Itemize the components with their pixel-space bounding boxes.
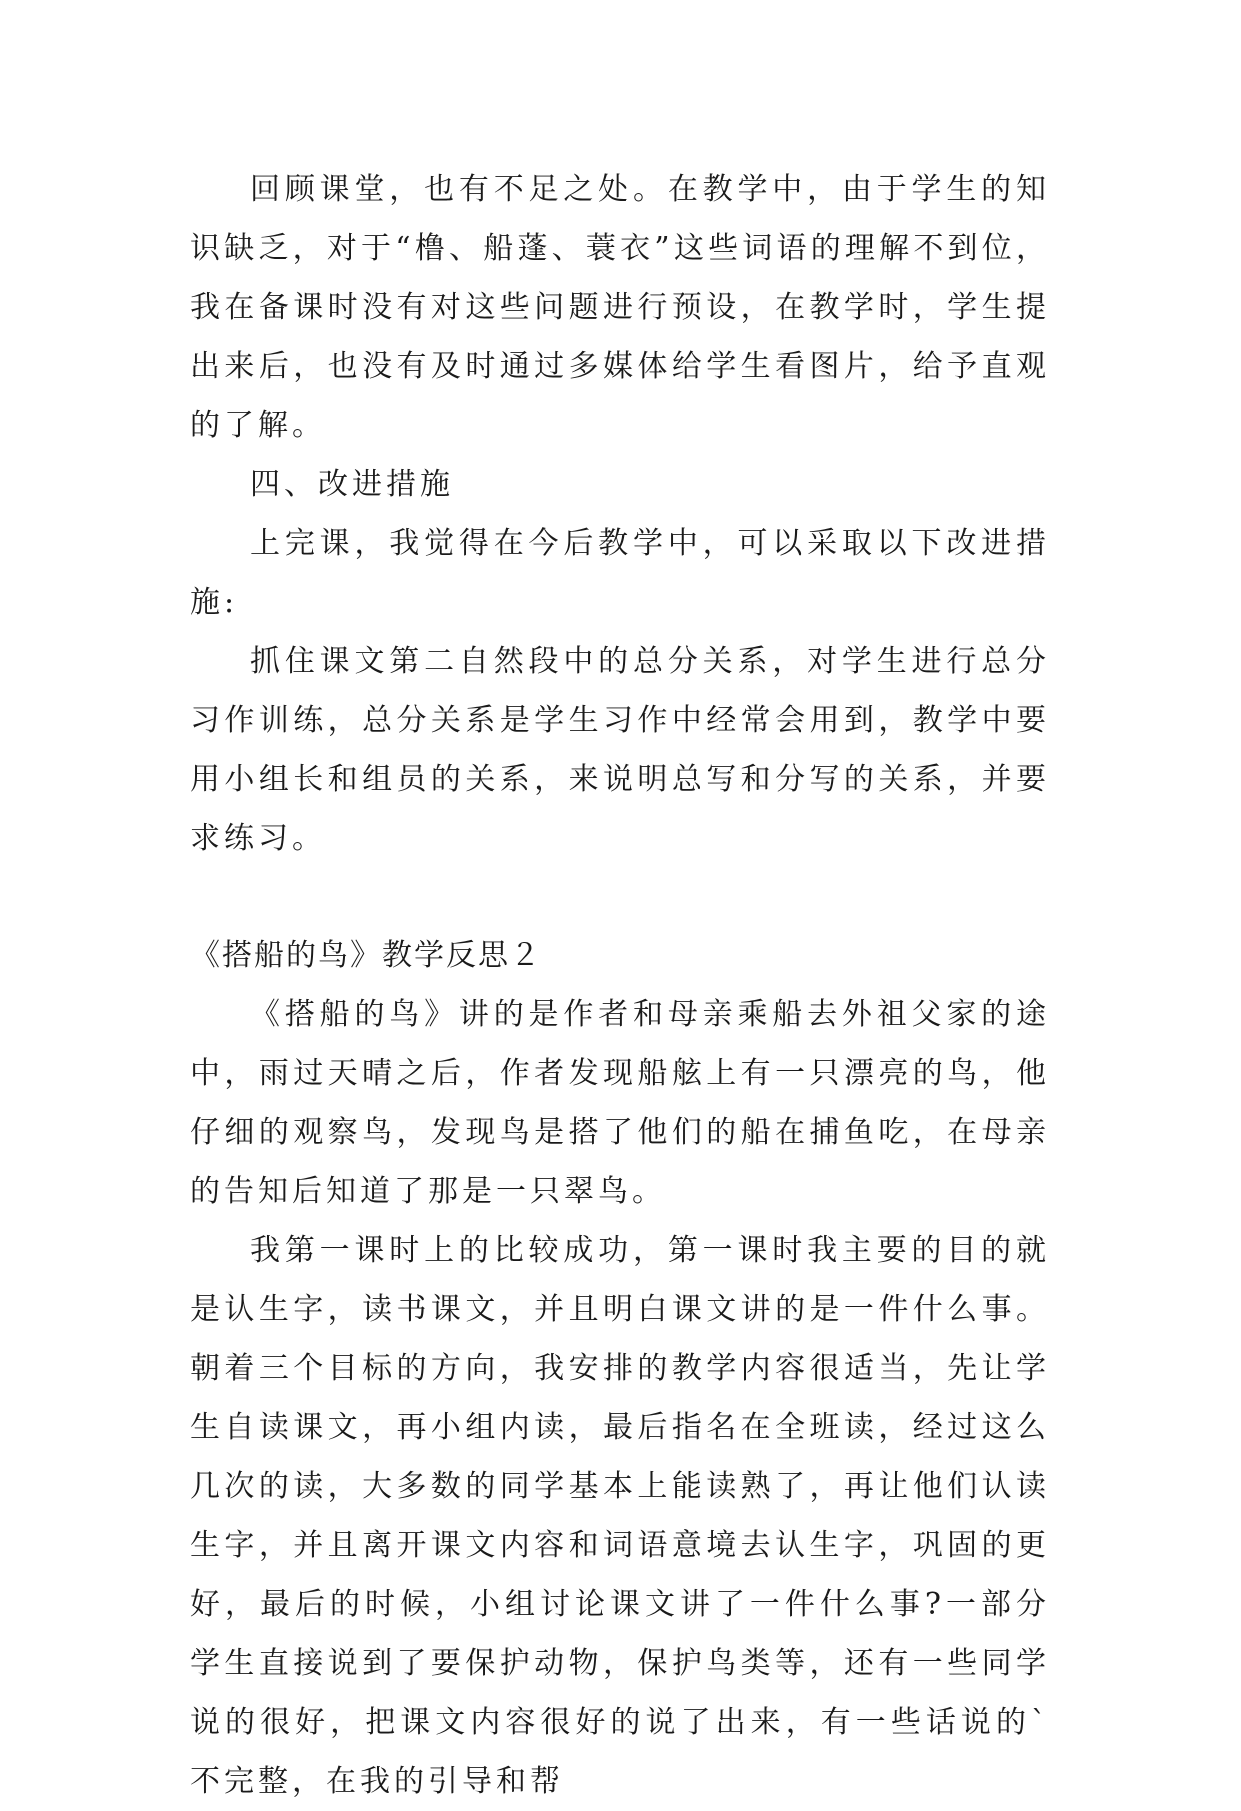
document-body [190, 160, 1050, 1811]
article-summary-paragraph: 《搭船的鸟》讲的是作者和母亲乘船去外祖父家的途中，雨过天晴之后，作者发现船舷上有一只漂亮的鸟，他仔细的观察鸟，发现鸟是搭了他们的船在捕鱼吃，在母亲的告知后知道了那是一只翠鸟。 [190, 997, 1050, 1209]
article-title: 《搭船的鸟》教学反思２ [190, 938, 542, 973]
improvement-intro-paragraph: 上完课，我觉得在今后教学中，可以采取以下改进措施: [190, 526, 1050, 620]
section-heading-improvements: 四、改进措施 [250, 467, 454, 502]
first-lesson-paragraph: 我第一课时上的比较成功，第一课时我主要的目的就是认生字，读书课文，并且明白课文讲的是一件什么事。朝着三个目标的方向，我安排的教学内容很适当，先让学生自读课文，再小组内读，最后指名在全班读，经过这么几次的读，大多数的同学基本上能读熟了，再让他们认读生字，并且离开课文内容和词语意境去认生字，巩固的更好，最后的时候，小组讨论课文讲了一件什么事?一部分学生直接说到了要保护动物，保护鸟类等，还有一些同学说的很好，把课文内容很好的说了出来，有一些话说的`不完整，在我的引导和帮 [190, 1233, 1050, 1799]
improvement-detail-paragraph: 抓住课文第二自然段中的总分关系，对学生进行总分习作训练，总分关系是学生习作中经常会用到，教学中要用小组长和组员的关系，来说明总写和分写的关系，并要求练习。 [190, 644, 1050, 856]
reflection-paragraph-shortcomings: 回顾课堂，也有不足之处。在教学中，由于学生的知识缺乏，对于“橹、船蓬、蓑衣”这些词语的理解不到位，我在备课时没有对这些问题进行预设，在教学时，学生提出来后，也没有及时通过多媒体给学生看图片，给予直观的了解。 [190, 172, 1050, 443]
